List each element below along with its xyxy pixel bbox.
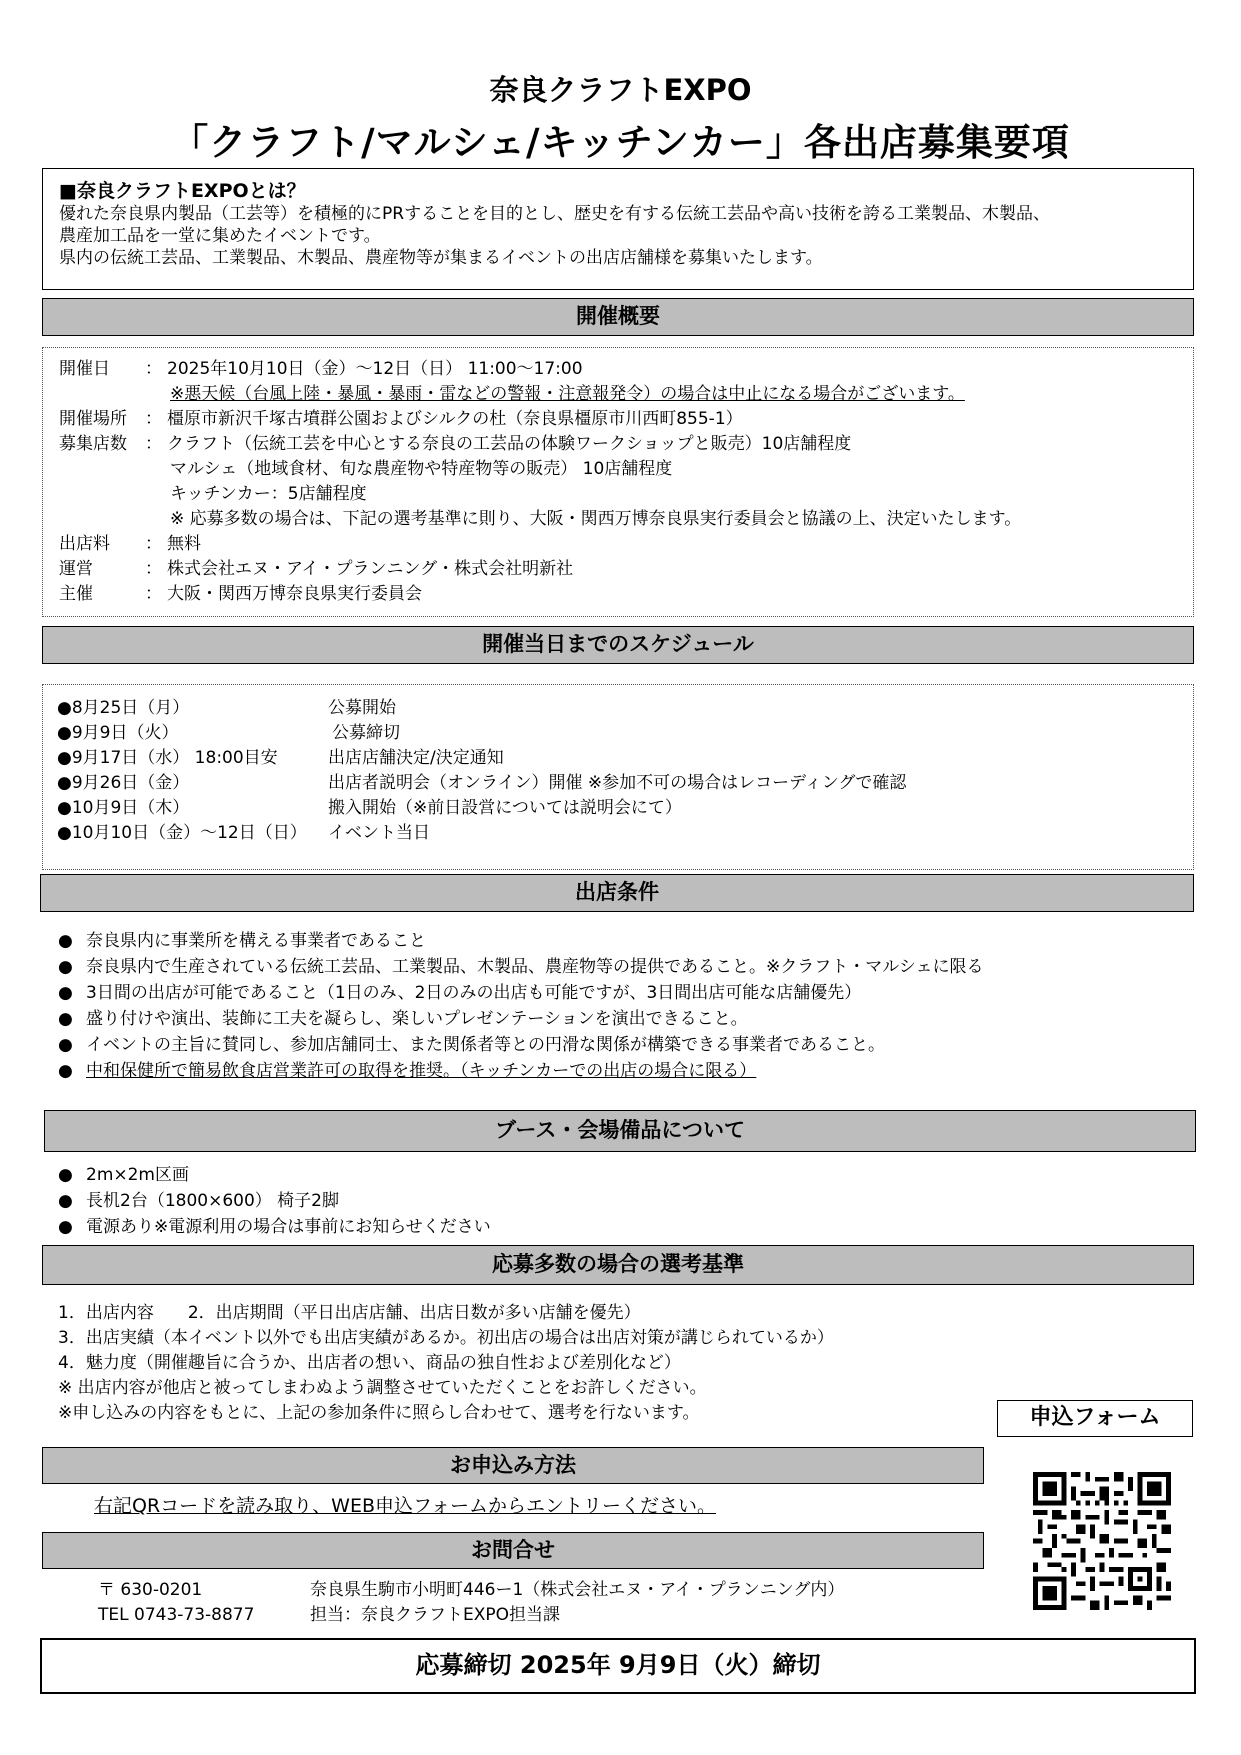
schedule-text: 出店店舗決定/決定通知 bbox=[328, 748, 504, 768]
page-subtitle: 奈良クラフトEXPO bbox=[489, 73, 752, 107]
overview-text: 2025年10月10日（金）～12日（日） 11:00～17:00 bbox=[167, 359, 583, 379]
overview-text: キッチンカー：5店舗程度 bbox=[170, 484, 367, 504]
overview-text: 無料 bbox=[167, 534, 201, 554]
overview-header: 開催概要 bbox=[42, 298, 1194, 336]
selection-line: 1．出店内容 2．出店期間（平日出店店舗、出店日数が多い店舗を優先） bbox=[58, 1303, 641, 1323]
conditions-header: 出店条件 bbox=[40, 874, 1194, 912]
bullet-icon: ● bbox=[58, 1061, 73, 1081]
overview-label: 運営 bbox=[59, 559, 93, 579]
intro-line: 農産加工品を一堂に集めたイベントです。 bbox=[59, 226, 381, 246]
schedule-text: 公募開始 bbox=[328, 698, 396, 718]
selection-line: 3．出店実績（本イベント以外でも出店実績があるか。初出店の場合は出店対策が講じられているか） bbox=[58, 1328, 834, 1348]
schedule-text: 搬入開始（※前日設営については説明会にて） bbox=[328, 798, 682, 818]
schedule-text: 出店者説明会（オンライン）開催 ※参加不可の場合はレコーディングで確認 bbox=[328, 773, 907, 793]
overview-colon: ： bbox=[145, 434, 162, 454]
contact-address: 奈良県生駒市小明町446ー1（株式会社エヌ・アイ・プランニング内） bbox=[310, 1580, 845, 1600]
overview-label: 主催 bbox=[59, 584, 93, 604]
overview-text: ※ 応募多数の場合は、下記の選考基準に則り、大阪・関西万博奈良県実行委員会と協議の上、決定いたします。 bbox=[170, 509, 1022, 529]
selection-line: ※申し込みの内容をもとに、上記の参加条件に照らし合わせて、選考を行ないます。 bbox=[58, 1403, 700, 1423]
booth-item: 電源あり※電源利用の場合は事前にお知らせください bbox=[86, 1217, 491, 1237]
condition-item: 3日間の出店が可能であること（1日のみ、2日のみの出店も可能ですが、3日間出店可能な店舗優先） bbox=[86, 983, 862, 1003]
condition-item: 奈良県内で生産されている伝統工芸品、工業製品、木製品、農産物等の提供であること。※クラフト・マルシェに限る bbox=[86, 957, 984, 977]
contact-postal: 〒 630-0201 bbox=[98, 1580, 203, 1600]
qr-code-icon[interactable] bbox=[1033, 1472, 1171, 1610]
apply-text: 右記QRコードを読み取り、WEB申込フォームからエントリーください。 bbox=[94, 1495, 717, 1517]
overview-text: マルシェ（地域食材、旬な農産物や特産物等の販売） 10店舗程度 bbox=[170, 459, 673, 479]
schedule-date: ●9月9日（火） bbox=[57, 723, 179, 743]
bullet-icon: ● bbox=[58, 1217, 73, 1237]
apply-form-label: 申込フォーム bbox=[997, 1400, 1193, 1437]
schedule-date: ●9月17日（水） 18:00目安 bbox=[57, 748, 278, 768]
bullet-icon: ● bbox=[58, 983, 73, 1003]
intro-line: 県内の伝統工芸品、工業製品、木製品、農産物等が集まるイベントの出店店舗様を募集いたします。 bbox=[59, 248, 823, 268]
overview-text: 株式会社エヌ・アイ・プランニング・株式会社明新社 bbox=[167, 559, 574, 579]
overview-text: ※悪天候（台風上陸・暴風・暴雨・雷などの警報・注意報発令）の場合は中止になる場合がございます。 bbox=[170, 384, 965, 404]
bullet-icon: ● bbox=[58, 931, 73, 951]
condition-item: イベントの主旨に賛同し、参加店舗同士、また関係者等との円滑な関係が構築できる事業者であること。 bbox=[86, 1035, 885, 1055]
bullet-icon: ● bbox=[58, 1191, 73, 1211]
overview-text: クラフト（伝統工芸を中心とする奈良の工芸品の体験ワークショップと販売）10店舗程度 bbox=[167, 434, 852, 454]
apply-header: お申込み方法 bbox=[42, 1447, 984, 1484]
condition-item: 盛り付けや演出、装飾に工夫を凝らし、楽しいプレゼンテーションを演出できること。 bbox=[86, 1009, 748, 1029]
schedule-date: ●9月26日（金） bbox=[57, 773, 190, 793]
contact-tel: TEL 0743-73-8877 bbox=[98, 1605, 255, 1625]
overview-text: 橿原市新沢千塚古墳群公園およびシルクの杜（奈良県橿原市川西町855-1） bbox=[167, 409, 743, 429]
overview-colon: ： bbox=[145, 534, 162, 554]
overview-text: 大阪・関西万博奈良県実行委員会 bbox=[167, 584, 422, 604]
schedule-text: イベント当日 bbox=[328, 823, 430, 843]
overview-colon: ： bbox=[145, 409, 162, 429]
bullet-icon: ● bbox=[58, 1035, 73, 1055]
intro-heading: ■奈良クラフトEXPOとは？ bbox=[59, 180, 306, 202]
overview-label: 出店料 bbox=[59, 534, 110, 554]
overview-colon: ： bbox=[145, 584, 162, 604]
overview-label: 募集店数 bbox=[59, 434, 127, 454]
schedule-date: ●8月25日（月） bbox=[57, 698, 190, 718]
bullet-icon: ● bbox=[58, 1165, 73, 1185]
contact-header: お問合せ bbox=[42, 1532, 984, 1569]
overview-label: 開催場所 bbox=[59, 409, 127, 429]
bullet-icon: ● bbox=[58, 1009, 73, 1029]
selection-header: 応募多数の場合の選考基準 bbox=[42, 1245, 1194, 1285]
bullet-icon: ● bbox=[58, 957, 73, 977]
booth-header: ブース・会場備品について bbox=[44, 1110, 1196, 1152]
intro-box bbox=[42, 168, 1194, 290]
booth-item: 長机2台（1800×600） 椅子2脚 bbox=[86, 1191, 339, 1211]
overview-colon: ： bbox=[145, 359, 162, 379]
condition-item: 奈良県内に事業所を構える事業者であること bbox=[86, 931, 426, 951]
intro-line: 優れた奈良県内製品（工芸等）を積極的にPRすることを目的とし、歴史を有する伝統工芸品や高い技術を誇る工業製品、木製品、 bbox=[59, 204, 1051, 224]
deadline-banner: 応募締切 2025年 9月9日（火）締切 bbox=[40, 1638, 1196, 1694]
overview-colon: ： bbox=[145, 559, 162, 579]
booth-item: 2m×2m区画 bbox=[86, 1165, 189, 1185]
schedule-text: 公募締切 bbox=[332, 723, 400, 743]
contact-person: 担当：奈良クラフトEXPO担当課 bbox=[310, 1605, 561, 1625]
selection-line: ※ 出店内容が他店と被ってしまわぬよう調整させていただくことをお許しください。 bbox=[58, 1378, 707, 1398]
page-title: 「クラフト/マルシェ/キッチンカー」各出店募集要項 bbox=[171, 121, 1070, 164]
overview-label: 開催日 bbox=[59, 359, 110, 379]
selection-line: 4．魅力度（開催趣旨に合うか、出店者の想い、商品の独自性および差別化など） bbox=[58, 1353, 681, 1373]
schedule-date: ●10月10日（金）～12日（日） bbox=[57, 823, 307, 843]
schedule-date: ●10月9日（木） bbox=[57, 798, 190, 818]
schedule-header: 開催当日までのスケジュール bbox=[42, 626, 1194, 664]
condition-item: 中和保健所で簡易飲食店営業許可の取得を推奨。（キッチンカーでの出店の場合に限る） bbox=[86, 1061, 757, 1081]
